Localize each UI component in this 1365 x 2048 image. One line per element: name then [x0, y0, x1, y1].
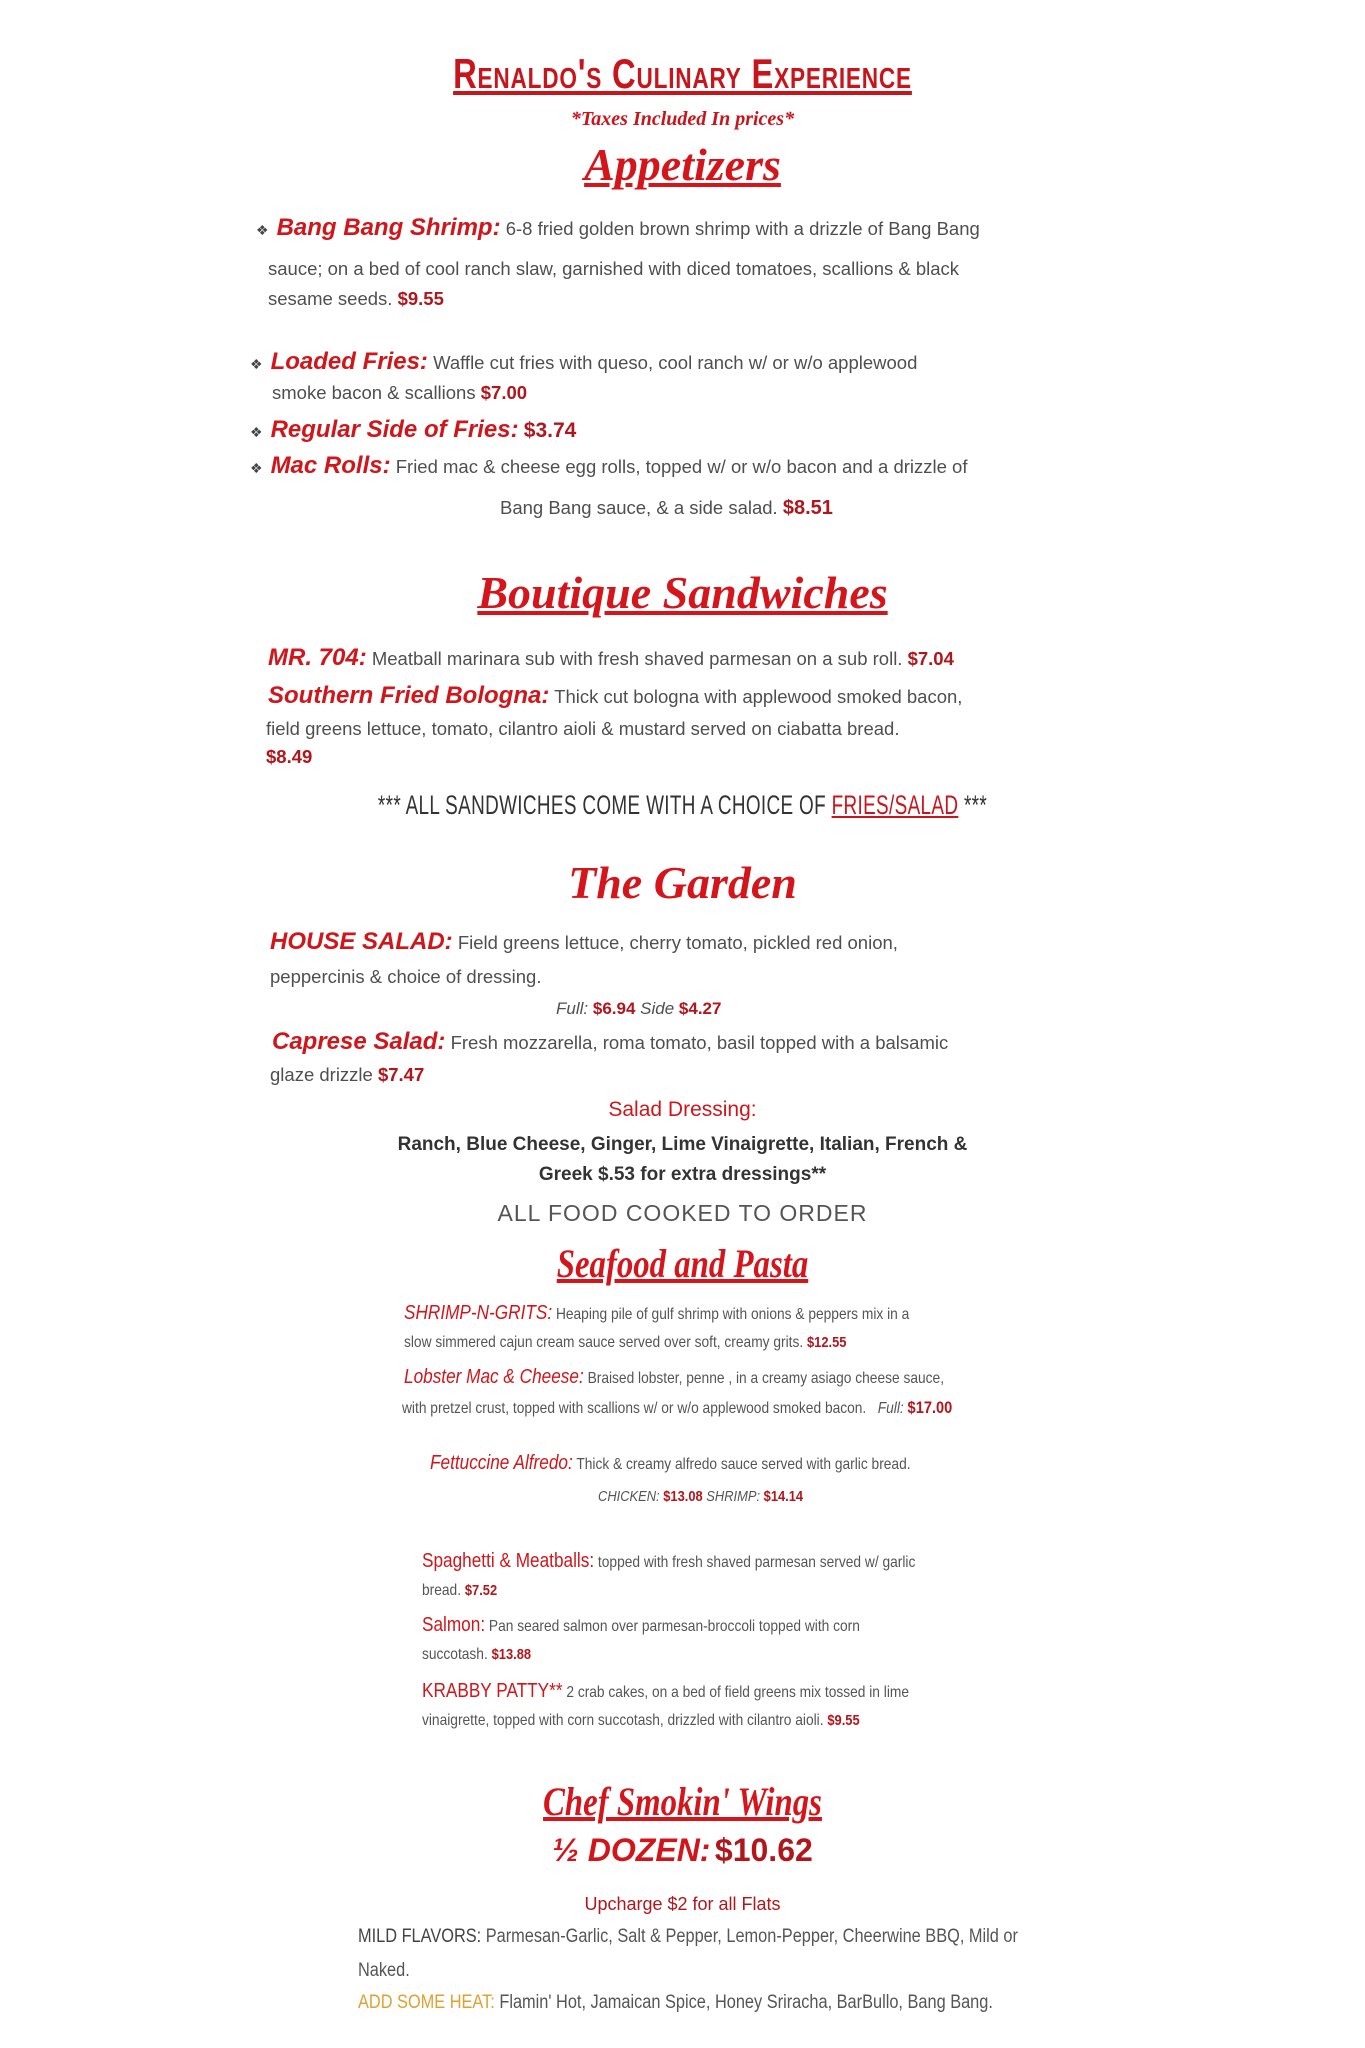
price: $8.49: [266, 746, 313, 767]
price: $7.47: [377, 1064, 425, 1085]
mild-flavors-line1: MILD FLAVORS: Parmesan-Garlic, Salt & Pepper, Lemon-Pepper, Cheerwine BBQ, Mild or: [358, 1926, 1018, 1947]
price: $7.00: [480, 382, 528, 403]
price: $9.55: [397, 288, 444, 309]
restaurant-title: Renaldo's Culinary Experience: [453, 50, 912, 97]
menu-item-loaded-fries: ❖ Loaded Fries: Waffle cut fries with queso, cool ranch w/ or w/o applewood: [250, 348, 918, 375]
add-some-heat-line: ADD SOME HEAT: Flamin' Hot, Jamaican Spice, Honey Sriracha, BarBullo, Bang Bang.: [358, 1992, 993, 2013]
lobster-mac-desc-line2: with pretzel crust, topped with scallions w/ or w/o applewood smoked bacon. Full: $17.00: [402, 1398, 953, 1417]
garden-heading: The Garden: [568, 857, 797, 908]
menu-item-spaghetti-meatballs: Spaghetti & Meatballs: topped with fresh shaved parmesan served w/ garlic: [422, 1550, 916, 1572]
appetizers-heading: [0, 138, 1365, 191]
menu-item-shrimp-n-grits: SHRIMP-N-GRITS: Heaping pile of gulf shrimp with onions & peppers mix in a: [404, 1302, 910, 1324]
loaded-fries-desc-line2: smoke bacon & scallions $7.00: [272, 382, 528, 403]
appetizers-heading-text: Appetizers: [584, 139, 781, 190]
salmon-desc-line2: succotash. $13.88: [422, 1646, 532, 1663]
sandwich-side-note: *** ALL SANDWICHES COME WITH A CHOICE OF FRIES/SALAD ***: [377, 790, 988, 820]
price: $13.88: [491, 1646, 532, 1663]
dressing-list-line1: Ranch, Blue Cheese, Ginger, Lime Vinaigrette, Italian, French &: [397, 1134, 968, 1155]
price: $12.55: [807, 1334, 847, 1351]
menu-item-salmon: Salmon: Pan seared salmon over parmesan-broccoli topped with corn: [422, 1614, 860, 1636]
bang-bang-desc-line3: sesame seeds. $9.55: [268, 288, 444, 309]
diamond-bullet-icon: ❖: [256, 222, 269, 238]
price: $3.74: [523, 419, 577, 442]
mac-rolls-desc-line2: Bang Bang sauce, & a side salad. $8.51: [500, 497, 833, 519]
bologna-desc-line2: field greens lettuce, tomato, cilantro aioli & mustard served on ciabatta bread.: [266, 718, 900, 739]
menu-header: [0, 50, 1365, 98]
sandwiches-heading: Boutique Sandwiches: [477, 567, 888, 618]
taxes-note: *Taxes Included In prices*: [570, 108, 795, 130]
price: $17.00: [907, 1398, 953, 1417]
menu-item-krabby-patty: KRABBY PATTY** 2 crab cakes, on a bed of field greens mix tossed in lime: [422, 1680, 910, 1702]
upcharge-note: Upcharge $2 for all Flats: [584, 1894, 781, 1914]
diamond-bullet-icon: ❖: [250, 356, 263, 372]
krabby-desc-line2: vinaigrette, topped with corn succotash, drizzled with cilantro aioli. $9.55: [422, 1712, 860, 1729]
seafood-heading: Seafood and Pasta: [556, 1241, 809, 1286]
menu-item-mr-704: MR. 704: Meatball marinara sub with fresh shaved parmesan on a sub roll. $7.04: [268, 644, 954, 671]
shrimp-grits-desc-line2: slow simmered cajun cream sauce served over soft, creamy grits. $12.55: [404, 1334, 847, 1351]
price: $8.51: [782, 497, 833, 519]
wings-heading: Chef Smokin' Wings: [543, 1779, 822, 1824]
house-salad-prices: Full: $6.94 Side $4.27: [556, 999, 722, 1018]
spaghetti-desc-line2: bread. $7.52: [422, 1582, 498, 1599]
menu-item-house-salad: HOUSE SALAD: Field greens lettuce, cherry tomato, pickled red onion,: [270, 928, 898, 955]
price: $9.55: [827, 1712, 860, 1729]
menu-item-mac-rolls: ❖ Mac Rolls: Fried mac & cheese egg rolls, topped w/ or w/o bacon and a drizzle of: [250, 452, 968, 479]
menu-item-southern-fried-bologna: Southern Fried Bologna: Thick cut bologna with applewood smoked bacon,: [268, 682, 963, 709]
price: $7.04: [907, 648, 954, 669]
mild-flavors-line2: Naked.: [358, 1960, 410, 1981]
diamond-bullet-icon: ❖: [250, 460, 263, 476]
caprese-desc-line2: glaze drizzle $7.47: [270, 1064, 425, 1085]
house-salad-desc-line2: peppercinis & choice of dressing.: [270, 966, 542, 987]
menu-item-regular-fries: ❖ Regular Side of Fries: $3.74: [250, 416, 577, 443]
menu-item-lobster-mac: Lobster Mac & Cheese: Braised lobster, penne , in a creamy asiago cheese sauce,: [404, 1366, 945, 1388]
menu-item-bang-bang-shrimp: ❖ Bang Bang Shrimp: 6-8 fried golden brown shrimp with a drizzle of Bang Bang: [256, 214, 980, 241]
cooked-to-order-note: ALL FOOD COOKED TO ORDER: [497, 1200, 868, 1226]
fettuccine-prices: CHICKEN: $13.08 SHRIMP: $14.14: [598, 1488, 804, 1505]
diamond-bullet-icon: ❖: [250, 424, 263, 440]
bang-bang-desc-line2: sauce; on a bed of cool ranch slaw, garnished with diced tomatoes, scallions & black: [268, 258, 960, 279]
salad-dressing-title: Salad Dressing:: [608, 1098, 757, 1121]
menu-item-caprese-salad: Caprese Salad: Fresh mozzarella, roma tomato, basil topped with a balsamic: [272, 1028, 949, 1055]
dressing-list-line2: Greek $.53 for extra dressings**: [538, 1164, 827, 1185]
menu-item-fettuccine-alfredo: Fettuccine Alfredo: Thick & creamy alfredo sauce served with garlic bread.: [430, 1452, 911, 1474]
price: $7.52: [464, 1582, 498, 1599]
half-dozen-price-line: ½ DOZEN: $10.62: [552, 1832, 813, 1868]
